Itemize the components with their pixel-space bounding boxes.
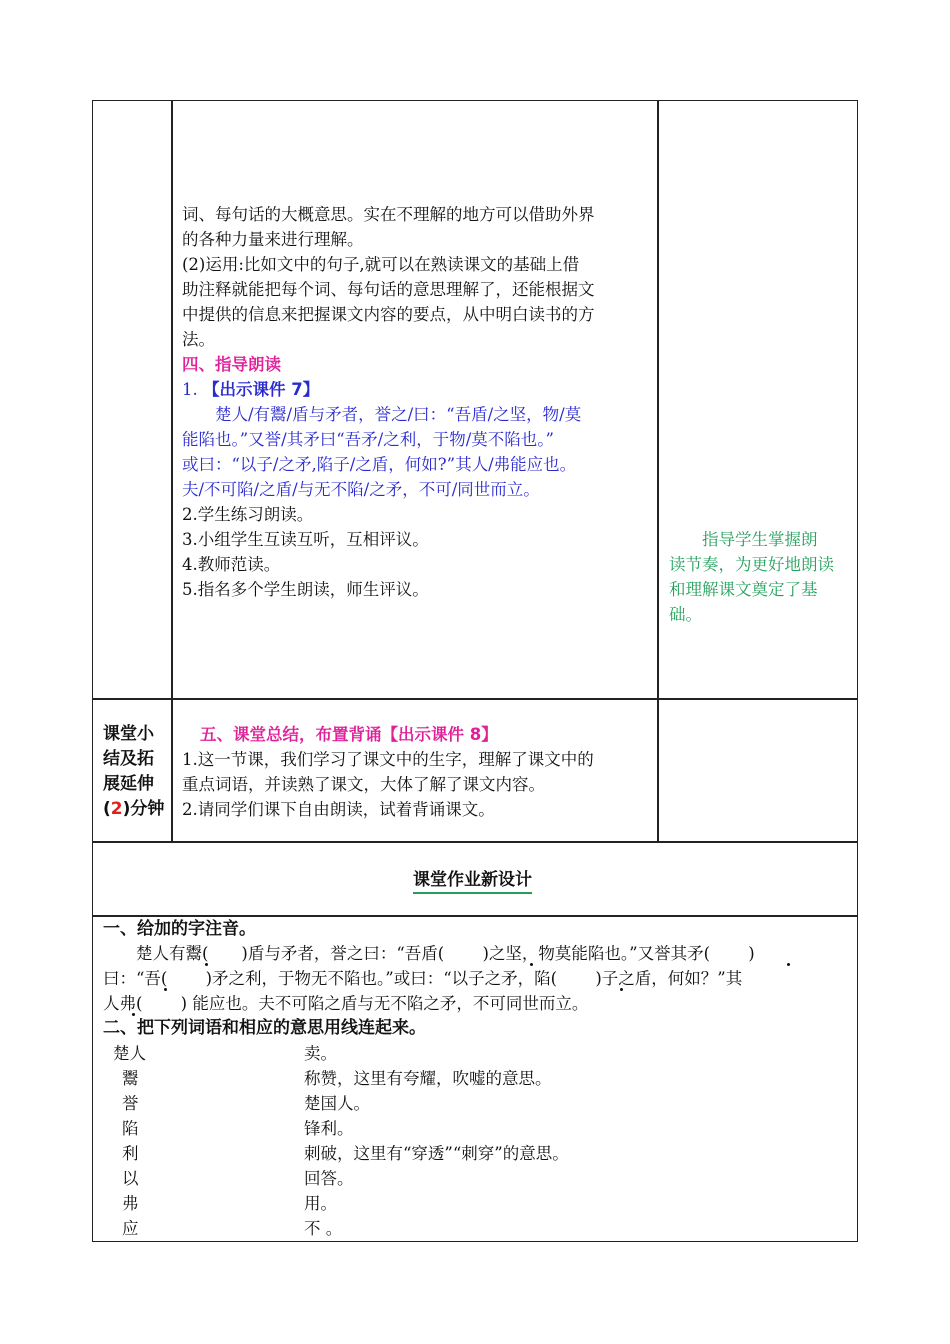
col-divider-2: [657, 100, 659, 842]
content-line: 法。: [182, 330, 215, 349]
word-item: 誉: [122, 1094, 139, 1113]
item1-courseware: 【出示课件 7】: [203, 380, 320, 399]
step-line: 5.指名多个学生朗读，师生评议。: [182, 580, 429, 599]
col-divider-1: [171, 100, 173, 842]
summary-line: 重点词语，并读熟了课文，大体了解了课文内容。: [182, 775, 545, 794]
meaning-item: 回答。: [304, 1169, 354, 1188]
word-item: 以: [122, 1169, 139, 1188]
summary-label-line: 展延伸: [103, 774, 154, 794]
content-line: 中提供的信息来把握课文内容的要点，从中明白读书的方: [182, 305, 595, 324]
meaning-item: 卖。: [304, 1044, 337, 1063]
q1-line: 人弗( ) 能应也。夫不可陷之盾与无不陷之矛，不可同世而立。: [103, 994, 589, 1013]
q1-line: 曰：“吾( )矛之利，于物无不陷也。”或曰：“以子之矛，陷( )子之盾，何如？”其: [103, 969, 743, 988]
note-line: 础。: [669, 605, 702, 624]
section-four-heading: 四、指导朗读: [182, 355, 281, 374]
q2-heading: 二、把下列词语和相应的意思用线连起来。: [103, 1018, 426, 1038]
homework-title: 课堂作业新设计: [413, 868, 532, 894]
summary-label-line: 课堂小: [103, 724, 154, 744]
step-line: 4.教师范读。: [182, 555, 281, 574]
meaning-item: 用。: [304, 1194, 337, 1213]
content-line: 助注释就能把每个词、每句话的意思理解了，还能根据文: [182, 280, 595, 299]
emphasis-dot: [530, 963, 533, 966]
emphasis-dot: [205, 963, 208, 966]
passage-line: 能陷也。”又誉/其矛曰“吾矛/之利，于物/莫不陷也。”: [182, 430, 554, 449]
emphasis-dot: [620, 988, 623, 991]
word-item: 鬻: [122, 1069, 139, 1088]
content-line: 词、每句话的大概意思。实在不理解的地方可以借助外界: [182, 205, 595, 224]
summary-minutes: [103, 797, 164, 822]
note-line: 读节奏，为更好地朗读: [669, 555, 834, 574]
word-item: 利: [122, 1144, 139, 1163]
meaning-item: 不 。: [304, 1219, 343, 1238]
item1-line: [182, 377, 319, 402]
minutes-value: 2: [110, 799, 123, 819]
emphasis-dot: [164, 988, 167, 991]
meaning-item: 刺破，这里有“穿透”“刺穿”的意思。: [304, 1144, 569, 1163]
word-item: 陷: [122, 1119, 139, 1138]
step-line: 2.学生练习朗读。: [182, 505, 314, 524]
emphasis-dot: [787, 963, 790, 966]
word-item: 应: [122, 1219, 139, 1238]
row-divider-2: [92, 841, 858, 843]
note-line: 和理解课文奠定了基: [669, 580, 818, 599]
passage-line: 或曰：“以子/之矛,陷子/之盾，何如?”其人/弗能应也。: [182, 455, 577, 474]
row-divider-1: [92, 698, 858, 700]
passage-line: 楚人/有鬻/盾与矛者，誉之/曰：“吾盾/之坚，物/莫: [182, 405, 582, 424]
summary-label-line: 结及拓: [103, 749, 154, 769]
section-five-heading: 五、课堂总结，布置背诵【出示课件 8】: [200, 725, 498, 744]
content-line: 的各种力量来进行理解。: [182, 230, 364, 249]
minutes-close: )分钟: [122, 799, 165, 819]
summary-line: 2.请同学们课下自由朗读，试着背诵课文。: [182, 800, 495, 819]
meaning-item: 称赞，这里有夸耀，吹嘘的意思。: [304, 1069, 552, 1088]
minutes-open: (: [103, 799, 111, 819]
note-line: 指导学生掌握朗: [669, 530, 818, 549]
q1-heading: 一、给加的字注音。: [103, 919, 256, 939]
q1-line: 楚人有鬻( )盾与矛者，誉之曰：“吾盾( )之坚，物莫能陷也。”又誉其矛( ): [103, 944, 755, 963]
summary-line: 1.这一节课，我们学习了课文中的生字，理解了课文中的: [182, 750, 594, 769]
meaning-item: 锋利。: [304, 1119, 354, 1138]
step-line: 3.小组学生互读互听，互相评议。: [182, 530, 429, 549]
word-item: 楚人: [113, 1044, 146, 1063]
passage-line: 夫/不可陷/之盾/与无不陷/之矛，不可/同世而立。: [182, 480, 540, 499]
item1-number: 1.: [182, 380, 198, 399]
content-line: (2)运用:比如文中的句子,就可以在熟读课文的基础上借: [182, 255, 580, 274]
meaning-item: 楚国人。: [304, 1094, 370, 1113]
word-item: 弗: [122, 1194, 139, 1213]
